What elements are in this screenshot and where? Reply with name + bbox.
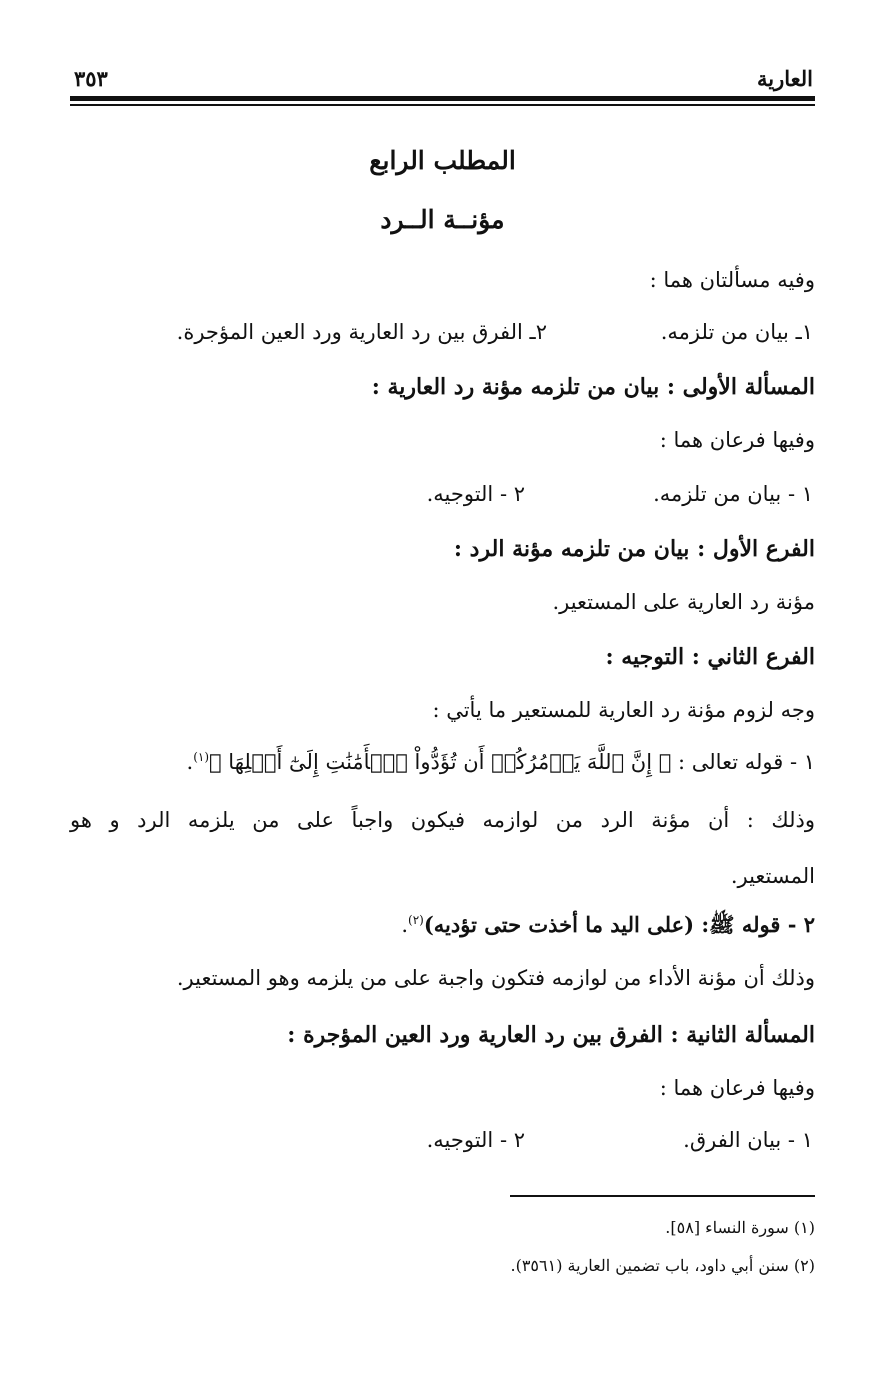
footnote-ref-2: (٢) [408, 913, 424, 927]
footnote-1: (١) سورة النساء [٥٨]. [665, 1218, 815, 1237]
explanation-1-line-1: وذلك : أن مؤنة الرد من لوازمه فيكون واجباً على من يلزمه الرد و هو [70, 808, 815, 832]
page-header [70, 58, 815, 98]
book-page [70, 0, 815, 1385]
branch-2-heading: الفرع الثاني : التوجيه : [605, 644, 815, 670]
footnote-ref-1: (١) [193, 750, 210, 764]
question-1-item-2: ٢ - التوجيه. [426, 482, 525, 506]
footnote-2: (٢) سنن أبي داود، باب تضمين العارية (٣٥٦١). [510, 1256, 815, 1275]
evidence-2-text: ٢ - قوله ﷺ: (على اليد ما أخذت حتى تؤديه) [423, 912, 815, 937]
explanation-2: وذلك أن مؤنة الأداء من لوازمه فتكون واجبة على من يلزمه وهو المستعير. [176, 966, 815, 990]
explanation-1-line-2: المستعير. [730, 864, 815, 888]
branch-1-heading: الفرع الأول : بيان من تلزمه مؤنة الرد : [453, 536, 815, 562]
question-1-heading: المسألة الأولى : بيان من تلزمه مؤنة رد العارية : [371, 374, 815, 400]
branch-2-intro: وجه لزوم مؤنة رد العارية للمستعير ما يأتي : [432, 698, 815, 722]
footnote-separator [510, 1195, 815, 1197]
toc-item-1: ١ـ بيان من تلزمه. [660, 320, 813, 344]
page-number: ٣٥٣ [74, 66, 108, 91]
evidence-1-text: ١ - قوله تعالى : ﴿ إِنَّ ٱللَّهَ يَأۡمُرُكُمۡ أَن تُؤَدُّواْ ٱلۡأَمَٰنَٰتِ إِلَىٰٓ أَهۡلِهَا ﴾ [209, 750, 815, 774]
header-rule-thick [70, 96, 815, 101]
question-2-intro: وفيها فرعان هما : [659, 1076, 815, 1100]
question-1-item-1: ١ - بيان من تلزمه. [653, 482, 813, 506]
intro-text: وفيه مسألتان هما : [649, 268, 815, 292]
chapter-heading: المطلب الرابع [369, 146, 516, 175]
question-1-intro: وفيها فرعان هما : [659, 428, 815, 452]
question-2-heading: المسألة الثانية : الفرق بين رد العارية ورد العين المؤجرة : [287, 1022, 815, 1048]
running-title: العارية [756, 66, 813, 91]
header-rule-thin [70, 104, 815, 106]
evidence-2: ٢ - قوله ﷺ: (على اليد ما أخذت حتى تؤديه)$^{(٢)}$. [401, 912, 815, 937]
question-2-item-2: ٢ - التوجيه. [426, 1128, 525, 1152]
section-title: مؤنــة الــرد [380, 205, 505, 234]
evidence-1: ١ - قوله تعالى : ﴿ إِنَّ ٱللَّهَ يَأۡمُرُكُمۡ أَن تُؤَدُّواْ ٱلۡأَمَٰنَٰتِ إِلَىٰٓ أَهۡلِهَا ﴾$^{(١)}$. [186, 750, 815, 774]
question-2-item-1: ١ - بيان الفرق. [683, 1128, 813, 1152]
branch-1-text: مؤنة رد العارية على المستعير. [552, 590, 815, 614]
toc-item-2: ٢ـ الفرق بين رد العارية ورد العين المؤجرة. [176, 320, 547, 344]
